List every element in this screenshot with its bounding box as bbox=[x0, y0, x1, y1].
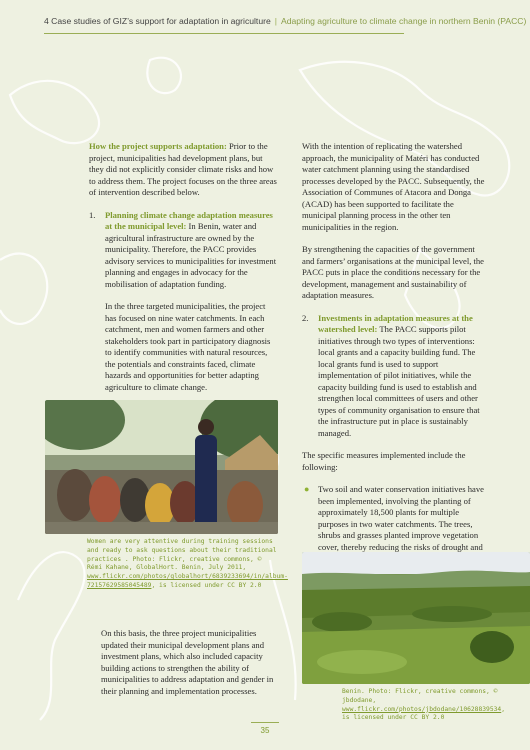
item-2-text: The PACC supports pilot initiatives through two types of interventions: local grants and a capacity building fund. The local grants fund is used to support implementation of pilot initiatives, while the capacity building fund is used to establish and strengthen local committees of users and other types of community organisation to ensure that the infrastructure put in place is sustainably managed. bbox=[318, 324, 480, 438]
item-2-number: 2. bbox=[302, 312, 309, 323]
item-2-paragraph bbox=[318, 313, 488, 440]
right-photo-caption bbox=[342, 688, 512, 723]
right-caption-tail: , is licensed under CC BY 2.0 bbox=[342, 705, 506, 722]
left-column-top bbox=[89, 141, 279, 404]
item-1-text: In Benin, water and agricultural infrastructure are owned by the municipality. Therefore, the PACC provides advisory services to municipalities for investment planning and engages in advocacy for the mobilisation of adaptation funding. bbox=[105, 221, 277, 289]
capacities-paragraph: By strengthening the capacities of the government and farmers’ organisations at the municipal level, the PACC puts in place the conditions necessary for the development, management and sustainability of adaptation measures. bbox=[302, 244, 484, 300]
bullet-icon: ● bbox=[304, 484, 310, 494]
page-number: 35 bbox=[260, 726, 270, 735]
right-caption-text: Benin. Photo: Flickr, creative commons, © jbdodane, bbox=[342, 688, 498, 704]
item-2-heading: Investments in adaptation measures at the watershed level: bbox=[318, 312, 473, 334]
left-column-bottom bbox=[101, 628, 279, 708]
left-caption-tail: , is licensed under CC BY 2.0 bbox=[151, 581, 262, 589]
measures-intro: The specific measures implemented include the following: bbox=[302, 450, 466, 472]
left-photo-caption bbox=[87, 538, 288, 591]
header-subtitle: Adapting agriculture to climate change in northern Benin (PACC) bbox=[280, 16, 527, 26]
right-caption-link[interactable]: www.flickr.com/photos/jbdodane/10628839534 bbox=[342, 705, 502, 713]
left-caption-text: Women are very attentive during training sessions and ready to ask questions about their traditional practices . Photo: Flickr, creative commons, © Rémi Kahane, GlobalHort. Benin, July 2011, bbox=[87, 538, 277, 572]
measure-bullet-1-text: Two soil and water conservation initiatives have been implemented, involving the planting of approximately 18,500 plants for multiple purposes in two water catchments. The trees, shrubs and grasses planted improve vegetation cover, thereby reducing the risks of drought and bbox=[318, 484, 484, 552]
item-1-number: 1. bbox=[89, 209, 96, 220]
replication-paragraph: With the intention of replicating the watershed approach, the municipality of Matéri has conducted water catchment planning using the standardised processes developed by the PACC. Subsequently, the Association of Communes of Atacora and Donga (ACAD) has been supported to facilitate the municipal planning process in the other ten municipalities in the region. bbox=[302, 141, 485, 232]
landscape-photo-illustration bbox=[302, 552, 530, 684]
item-1-heading: Planning climate change adaptation measures at the municipal level: bbox=[105, 209, 273, 231]
closing-paragraph: On this basis, the three project municipalities updated their municipal development plans and investment plans, which also included capacity building actions to strengthen the ability of municipalities to address adaptation and gender in their planning and implementation processes. bbox=[101, 628, 274, 696]
intervention-item-1 bbox=[89, 209, 279, 394]
header-section: 4 Case studies of GIZ’s support for adaptation in agriculture bbox=[44, 16, 271, 26]
header-separator: | bbox=[274, 16, 277, 26]
landscape-photo bbox=[302, 552, 530, 684]
training-photo-illustration bbox=[45, 400, 278, 534]
training-session-photo bbox=[45, 400, 278, 534]
right-column bbox=[302, 141, 488, 587]
item-1-paragraph-2: In the three targeted municipalities, the project has focused on nine water catchments. In each catchment, men and women farmers and other stakeholders took part in participatory diagnosis to identify communities with natural resources, the potentials and constraints faced, climate hazards and opportunities for better adapting agriculture to climate change. bbox=[105, 301, 271, 392]
intervention-item-2 bbox=[302, 312, 488, 440]
left-caption-link[interactable]: www.flickr.com/photos/globalhort/6839233694/in/album-72157629585045489 bbox=[87, 573, 288, 589]
intro-text: Prior to the project, municipalities had development plans, but they did not explicitly consider climate risks and how to address them. The project focuses on the three areas of intervention described below. bbox=[89, 141, 277, 197]
item-1-paragraph bbox=[105, 210, 279, 291]
running-header bbox=[44, 16, 527, 26]
page-number-rule bbox=[251, 722, 279, 723]
intro-heading: How the project supports adaptation: bbox=[89, 141, 227, 151]
intro-paragraph bbox=[89, 141, 279, 199]
header-rule bbox=[44, 33, 404, 34]
